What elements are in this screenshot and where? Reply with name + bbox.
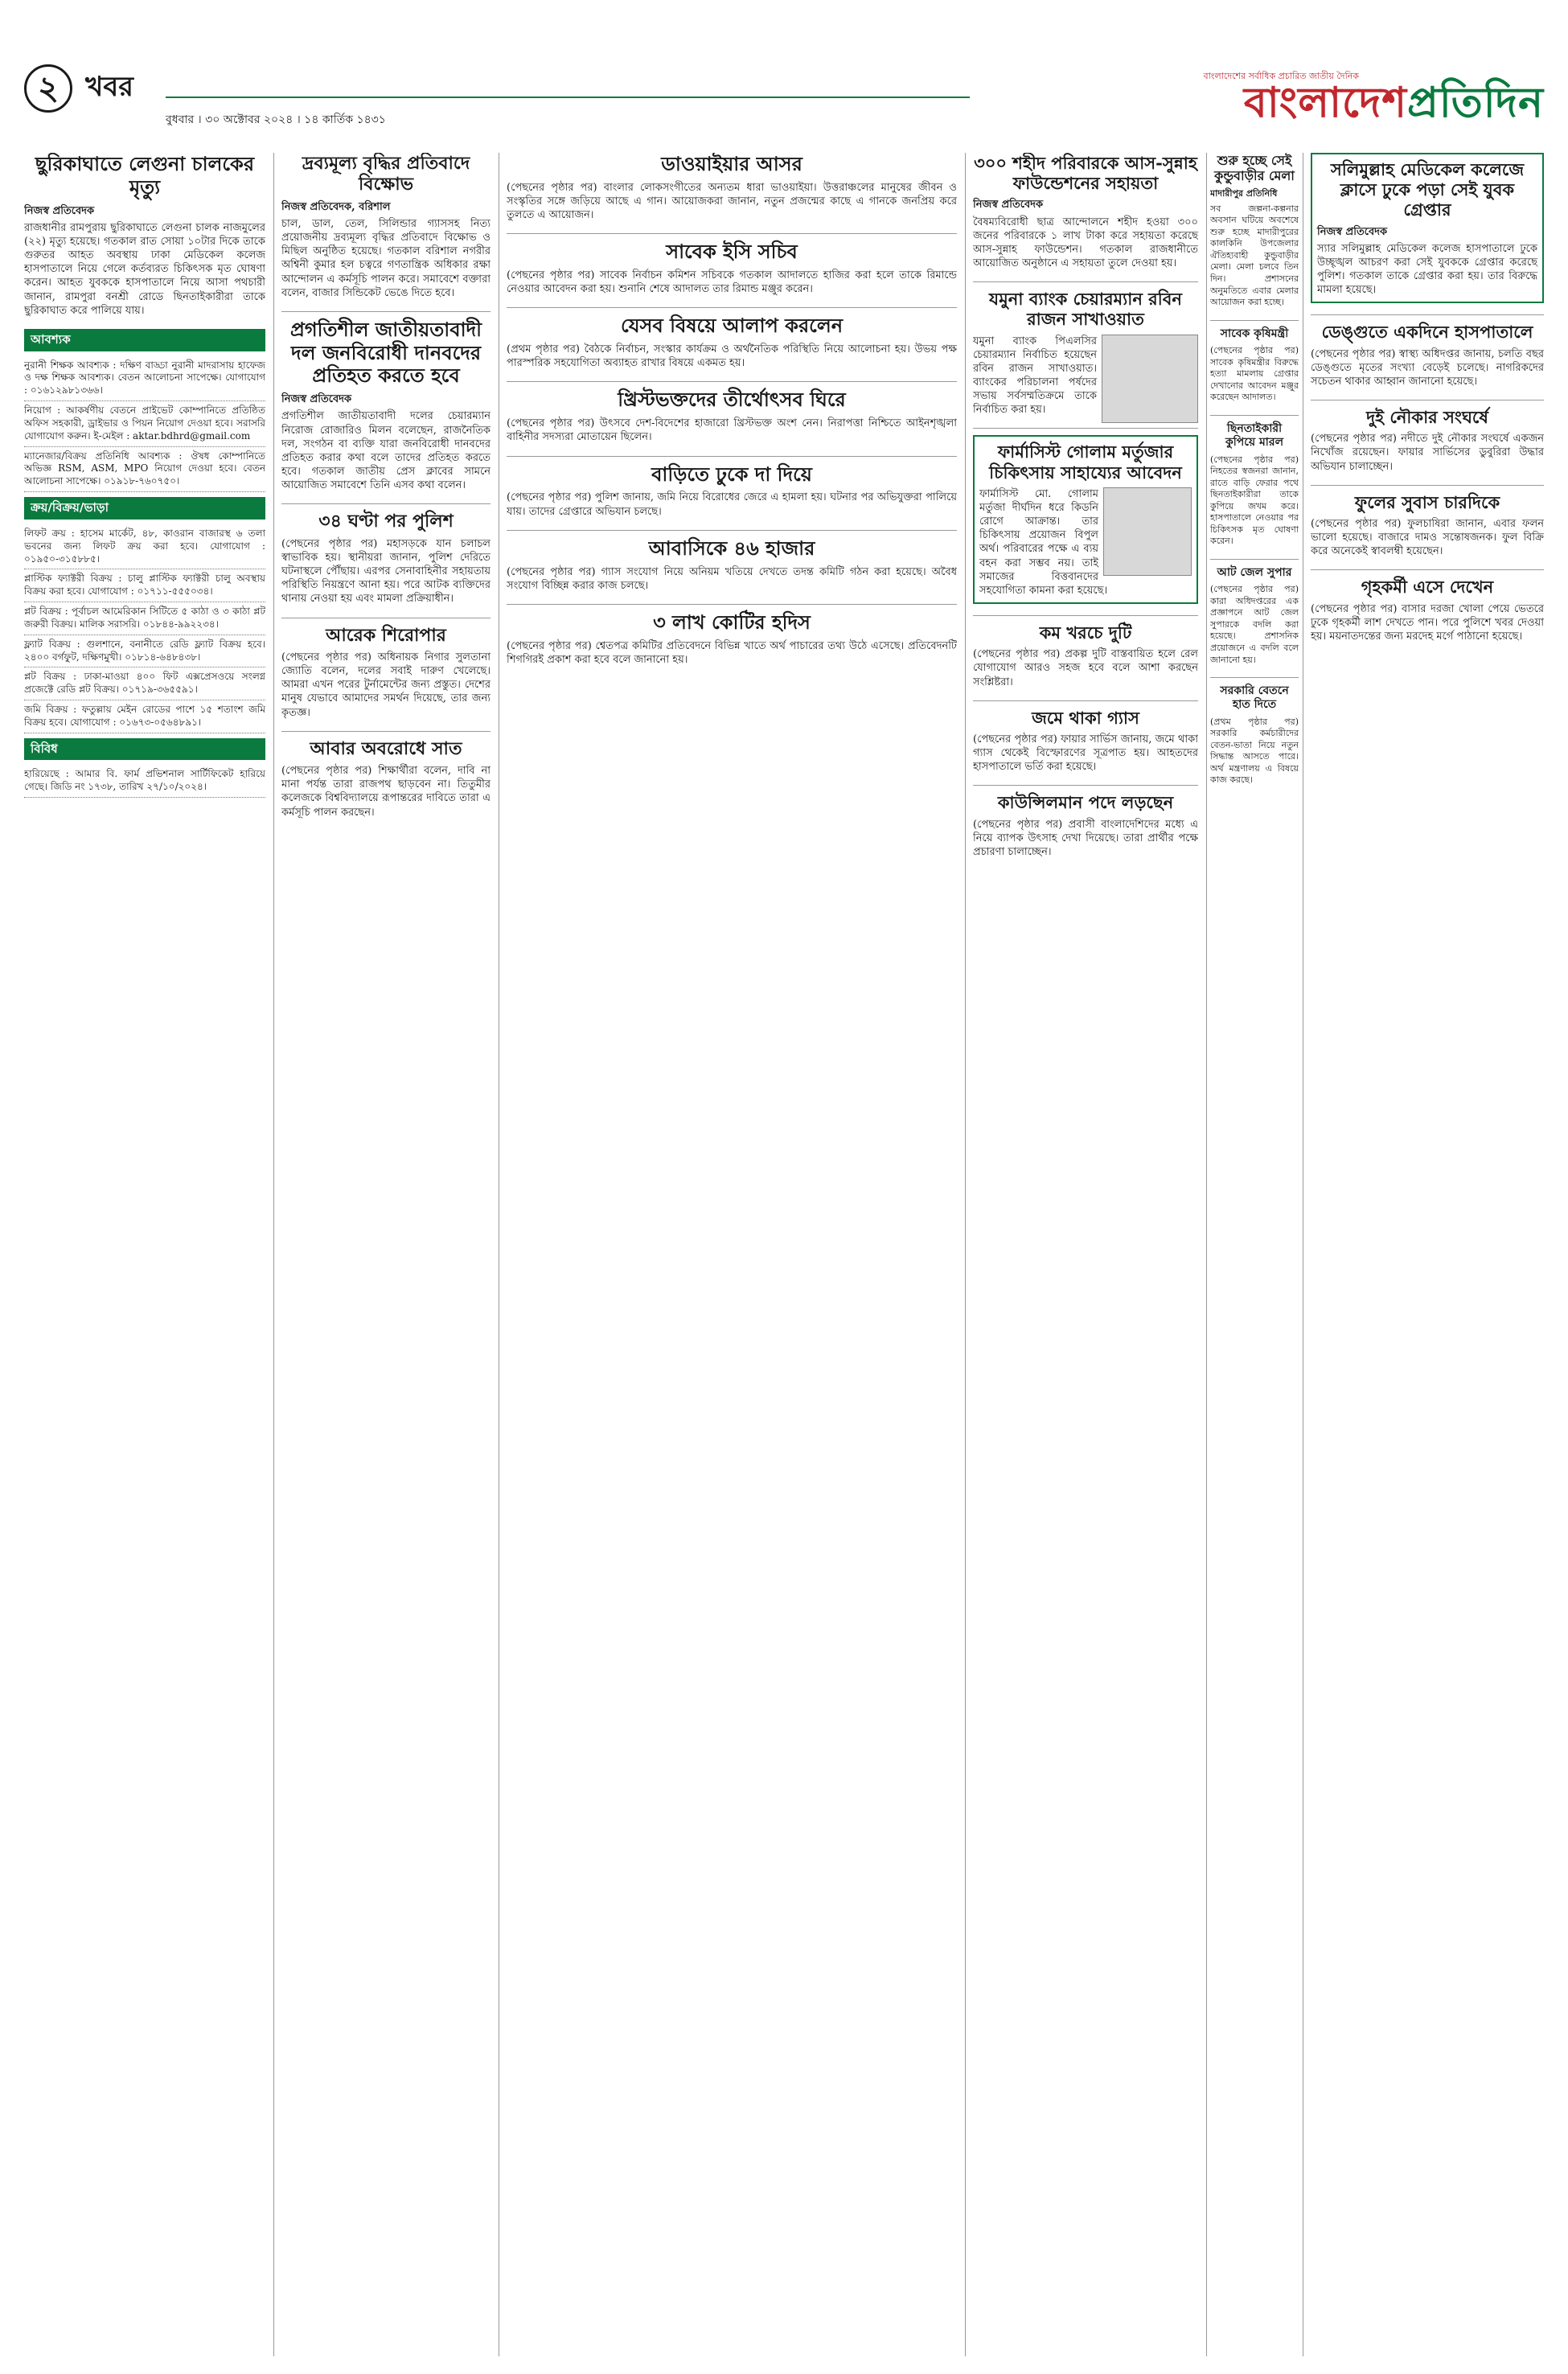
article-divider [507,307,957,308]
article-body: (পেছনের পৃষ্ঠার পর) বাংলার লোকসংগীতের অন্যতম ধারা ভাওয়াইয়া। উত্তরাঞ্চলের মানুষের জীবন ও সংস্কৃতির সঙ্গে জড়িয়ে আছে এ গান। আয়োজকরা জানান, নতুন প্রজন্মের কাছে এ গানকে জনপ্রিয় করে তুলতে এ আয়োজন। [507,181,957,222]
header-rule [166,97,970,98]
article-jail-super [1210,566,1299,666]
classified-ad: নুরানী শিক্ষক আবশ্যক : দক্ষিণ বাড্ডা নুরানী মাদরাসায় হাফেজ ও দক্ষ শিক্ষক আবশ্যক। বেতন আলোচনা সাপেক্ষে। যোগাযোগ : ০১৬১২৯৮১৩৬৬। [24,356,265,401]
article-body: (পেছনের পৃষ্ঠার পর) কারা অধিদপ্তরের এক প্রজ্ঞাপনে আট জেল সুপারকে বদলি করা হয়েছে। প্রশাসনিক প্রয়োজনে এ বদলি বলে জানানো হয়। [1210,584,1299,665]
column-divider [1206,153,1207,2356]
article-divider [507,604,957,605]
article-3-lakh-crore [507,611,957,667]
headline: ফুলের সুবাস চারদিকে [1354,491,1500,512]
headline: শুরু হচ্ছে সেই কুন্ডুবাড়ীর মেলা [1214,153,1295,184]
article-snatcher [1210,422,1299,548]
headline: দুই নৌকার সংঘর্ষে [1366,407,1488,427]
article-body: রাজধানীর রামপুরায় ছুরিকাঘাতে লেগুনা চালক নাজমুলের (২২) মৃত্যু হয়েছে। গতকাল রাত সোয়া ১০টার দিকে তাকে গুরুতর আহত অবস্থায় ঢাকা মেডিকেল কলেজ হাসপাতালে নিয়ে গেলে কর্তব্যরত চিকিৎসক মৃত ঘোষণা করেন। আহত যুবককে হাসপাতালে নিয়ে আসা পথচারী জানান, রামপুরা বনশ্রী রোডে ছিনতাইকারীরা তাকে ছুরিকাঘাত করে পালিয়ে যায়। [24,221,265,317]
article-jamuna-bank [973,289,1198,417]
byline: নিজস্ব প্রতিবেদক [1317,225,1388,238]
article-body: (পেছনের পৃষ্ঠার পর) স্বাস্থ্য অধিদপ্তর জানায়, চলতি বছর ডেঙ্গুতে মৃতের সংখ্যা বেড়েই চলেছে। নাগরিকদের সচেতন থাকার আহ্বান জানানো হয়েছে। [1311,347,1544,388]
classifieds-heading: ক্রয়/বিক্রয়/ভাড়া [24,497,265,520]
headline: সাবেক ইসি সচিব [666,240,798,264]
article-divider [281,503,491,504]
article-body: (পেছনের পৃষ্ঠার পর) পুলিশ জানায়, জমি নিয়ে বিরোধের জেরে এ হামলা হয়। ঘটনার পর অভিযুক্তরা পালিয়ে যায়। তাদের গ্রেপ্তারে অভিযান চলছে। [507,491,957,518]
article-divider [1311,569,1544,570]
headline: আবাসিকে ৪৬ হাজার [648,536,815,560]
article-body: (পেছনের পৃষ্ঠার পর) ফায়ার সার্ভিস জানায়, জমে থাকা গ্যাস থেকেই বিস্ফোরণের সূত্রপাত হয়। আহতদের হাসপাতালে ভর্তি করা হয়েছে। [973,733,1198,774]
headline: খ্রিস্টভক্তদের তীর্থোৎসব ঘিরে [618,388,846,412]
byline: মাদারীপুর প্রতিনিধি [1210,188,1278,199]
article-divider [973,428,1198,429]
article-divider [1210,415,1299,416]
article-pharmacist-appeal [973,435,1198,604]
article-body: (পেছনের পৃষ্ঠার পর) নিহতের স্বজনরা জানান, রাতে বাড়ি ফেরার পথে ছিনতাইকারীরা তাকে কুপিয়ে জখম করে। হাসপাতালে নেওয়ার পর চিকিৎসক মৃত ঘোষণা করেন। [1210,454,1299,547]
masthead-part2: প্রতিদিন [1407,78,1544,127]
article-residential-46k [507,537,957,593]
headline: ছিনতাইকারী কুপিয়ে মারল [1225,421,1283,449]
headline: ডেঙ্গুতে একদিনে হাসপাতালে [1321,322,1533,343]
article-gas [973,708,1198,774]
article-divider [973,615,1198,616]
article-divider [281,311,491,312]
classified-ad: প্লট বিক্রয় : পূর্বাচল আমেরিকান সিটিতে ৫ কাঠা ও ৩ কাঠা প্লট জরুরী বিক্রয়। মালিক সরাসরি। ০১৮৪৪-৯৯২২৩৪। [24,602,265,635]
article-body: (পেছনের পৃষ্ঠার পর) মহাসড়কে যান চলাচল স্বাভাবিক হয়। স্থানীয়রা জানান, পুলিশ দেরিতে ঘটনাস্থলে পৌঁছায়। এরপর সেনাবাহিনীর সহায়তায় পরিস্থিতি নিয়ন্ত্রণে আনা হয়। পরে আটক ব্যক্তিদের থানায় নেওয়া হয় এবং মামলা প্রক্রিয়াধীন। [281,537,491,606]
article-divider [507,233,957,234]
article-body: ফার্মাসিস্ট মো. গোলাম মর্তুজা দীর্ঘদিন ধরে কিডনি রোগে আক্রান্ত। তার চিকিৎসায় প্রয়োজন বিপুল অর্থ। পরিবারের পক্ষে এ ব্যয় বহন করা সম্ভব নয়। তাই সমাজের বিত্তবানদের সহযোগিতা কামনা করা হয়েছে। [979,487,1108,597]
article-body: প্রগতিশীল জাতীয়তাবাদী দলের চেয়ারম্যান নিরোজ রোজারিও মিলন বলেছেন, রাজনৈতিক দল, সংগঠন বা ব্যক্তি যারা জনবিরোধী দানবদের প্রতিহত করার কথা বলে তাদের প্রতিহত করতে হবে। গতকাল জাতীয় প্রেস ক্লাবের সামনে আয়োজিত সমাবেশে তিনি এসব কথা বলেন। [281,410,491,492]
article-body: স্যার সলিমুল্লাহ মেডিকেল কলেজ হাসপাতালে ঢুকে উচ্ছৃঙ্খল আচরণ করা সেই যুবককে গ্রেপ্তার করেছে পুলিশ। গতকাল তাকে গ্রেপ্তার করা হয়। তার বিরুদ্ধে মামলা হয়েছে। [1317,242,1537,297]
article-divider [973,700,1198,701]
classified-ad: ফ্ল্যাট বিক্রয় : গুলশানে, বনানীতে রেডি ফ্ল্যাট বিক্রয় হবে। ২৪০০ বর্গফুট, দক্ষিণমুখী। ০১৮১৪-৬৪৮৪৩৮। [24,635,265,668]
article-discussion [507,314,957,370]
article-another-title [281,625,491,720]
article-ex-agri-minister [1210,327,1299,404]
article-ec-secretary [507,240,957,296]
article-divider [281,731,491,732]
article-divider [507,456,957,457]
column-divider [965,153,966,2356]
article-housemaid [1311,577,1544,643]
headline: দ্রব্যমূল্য বৃদ্ধির প্রতিবাদে বিক্ষোভ [302,153,470,195]
article-divider [507,530,957,531]
masthead-part1: বাংলাদেশ [1243,78,1408,127]
article-blockade [281,738,491,819]
article-councilman [973,792,1198,859]
article-body: (পেছনের পৃষ্ঠার পর) সাবেক কৃষিমন্ত্রীর বিরুদ্ধে হত্যা মামলায় গ্রেপ্তার দেখানোর আবেদন মঞ্জুর করেছেন আদালত। [1210,345,1299,403]
headline: সাবেক কৃষিমন্ত্রী [1220,327,1289,340]
headline: ছুরিকাঘাতে লেগুনা চালকের মৃত্যু [35,153,255,199]
article-lagoon-driver [24,153,265,318]
masthead-tagline: বাংলাদেশের সর্বাধিক প্রচারিত জাতীয় দৈনিক [1203,71,1359,81]
article-christian-festival [507,388,957,444]
article-body: (প্রথম পৃষ্ঠার পর) সরকারি কর্মচারীদের বেতন-ভাতা নিয়ে নতুন সিদ্ধান্ত আসতে পারে। অর্থ মন্ত্রণালয় এ বিষয়ে কাজ করছে। [1210,716,1299,786]
column-3 [507,153,957,2356]
column-6 [1311,153,1544,2356]
article-body: (পেছনের পৃষ্ঠার পর) উৎসবে দেশ-বিদেশের হাজারো খ্রিস্টভক্ত অংশ নেন। নিরাপত্তা নিশ্চিতে আইনশৃঙ্খলা বাহিনীর সদস্যরা মোতায়েন ছিলেন। [507,417,957,444]
article-bhawaiya [507,153,957,222]
byline: নিজস্ব প্রতিবেদক, বরিশাল [281,200,391,213]
portrait-photo [1103,487,1192,576]
column-4 [973,153,1198,2356]
article-body: (পেছনের পৃষ্ঠার পর) শ্বেতপত্র কমিটির প্রতিবেদনে বিভিন্ন খাতে অর্থ পাচারের তথ্য উঠে এসেছে। প্রতিবেদনটি শিগগিরই প্রকাশ করা হবে বলে জানানো হয়। [507,639,957,666]
article-boat-collision [1311,407,1544,474]
headline: জমে থাকা গ্যাস [1032,707,1139,728]
column-5-kundubari [1210,153,1299,2356]
headline: যেসব বিষয়ে আলাপ করলেন [620,314,844,338]
classified-ad: নিয়োগ : আকর্ষণীয় বেতনে প্রাইভেট কোম্পানিতে প্রতিষ্ঠিত অফিস সহকারী, ড্রাইভার ও পিয়ন নিয়োগ দেওয়া হবে। সরাসরি যোগাযোগ করুন। ই-মেইল : aktar.bdhrd@gmail.com [24,401,265,446]
article-body: (পেছনের পৃষ্ঠার পর) শিক্ষার্থীরা বলেন, দাবি না মানা পর্যন্ত তারা রাজপথ ছাড়বেন না। তিতুমীর কলেজকে বিশ্ববিদ্যালয়ে রূপান্তরের দাবিতে তারা এ কর্মসূচি পালন করছেন। [281,765,491,819]
classified-ad: হারিয়েছে : আমার বি. ফার্ম প্রভিশনাল সার্টিফিকেট হারিয়ে গেছে। জিডি নং ১৭৩৮, তারিখ ২৭/১০/২০২৪। [24,765,265,798]
classified-ad: লিফট ক্রয় : হাসেম মার্কেট, ৪৮, কাওরান বাজারস্থ ৬ তলা ভবনের জন্য লিফট ক্রয় করা হবে। যোগাযোগ : ০১৯৫০-৩১৫৮৮৫। [24,524,265,569]
headline: ৩ লাখ কোটির হদিস [653,610,811,634]
article-body: বৈষম্যবিরোধী ছাত্র আন্দোলনে শহীদ হওয়া ৩০০ জনের পরিবারকে ১ লাখ টাকা করে সহায়তা করেছে আস-সুন্নাহ ফাউন্ডেশন। গতকাল রাজধানীতে আয়োজিত অনুষ্ঠানে এ সহায়তা তুলে দেওয়া হয়। [973,216,1198,269]
article-as-sunnah [973,153,1198,270]
dateline: বুধবার । ৩০ অক্টোবর ২০২৪ । ১৪ কার্তিক ১৪৩১ [166,113,386,126]
headline: ৩৪ ঘণ্টা পর পুলিশ [318,511,454,532]
headline: ডাওয়াইয়ার আসর [661,153,802,175]
headline: গৃহকর্মী এসে দেখেন [1361,577,1494,598]
page-number: ২ [24,64,72,113]
article-low-cost [973,622,1198,689]
article-flower-fragrance [1311,492,1544,559]
article-machete-attack [507,463,957,519]
headline: প্রগতিশীল জাতীয়তাবাদী দল জনবিরোধী দানবদের প্রতিহত করতে হবে [289,317,482,388]
headline: আট জেল সুপার [1217,565,1292,579]
article-divider [1311,485,1544,486]
masthead-logo [1244,76,1544,131]
article-price-protest [281,153,491,300]
article-body: (পেছনের পৃষ্ঠার পর) নদীতে দুই নৌকার সংঘর্ষে একজন নিখোঁজ রয়েছেন। ফায়ার সার্ভিসের ডুবুরিরা উদ্ধার অভিযান চালাচ্ছেন। [1311,433,1544,473]
classifieds-heading: বিবিধ [24,738,265,761]
article-dengue [1311,322,1544,388]
headline: সলিমুল্লাহ মেডিকেল কলেজে ক্লাসে ঢুকে পড়া সেই যুবক গ্রেপ্তার [1330,159,1525,220]
article-body: (প্রথম পৃষ্ঠার পর) বৈঠকে নির্বাচন, সংস্কার কার্যক্রম ও অর্থনৈতিক পরিস্থিতি নিয়ে আলোচনা হয়। উভয় পক্ষ পারস্পরিক সহযোগিতা অব্যাহত রাখার বিষয়ে একমত হয়। [507,343,957,370]
byline: নিজস্ব প্রতিবেদক [973,199,1044,212]
headline: আরেক শিরোপার [326,624,446,646]
section-title: খবর [85,71,133,103]
article-govt-salary [1210,684,1299,787]
article-divider [973,785,1198,786]
classified-ad: প্লাস্টিক ফ্যাক্টরী বিক্রয় : চালু প্লাস্টিক ফ্যাক্টরী চালু অবস্থায় বিক্রয় করা হবে। যোগাযোগ : ০১৭১১-৫৫৫০৩৪। [24,569,265,602]
article-divider [973,281,1198,282]
headline: সরকারি বেতনে হাত দিতে [1220,684,1289,711]
article-body: (পেছনের পৃষ্ঠার পর) প্রকল্প দুটি বাস্তবায়িত হলে রেল যোগাযোগ আরও সহজ হবে বলে আশা করছেন সংশ্লিষ্টরা। [973,648,1198,688]
article-body: চাল, ডাল, তেল, সিলিন্ডার গ্যাসসহ নিত্য প্রয়োজনীয় দ্রব্যমূল্য বৃদ্ধির প্রতিবাদে বিক্ষোভ ও মিছিল অনুষ্ঠিত হয়েছে। গতকাল বরিশাল নগরীর অশ্বিনী কুমার হল চত্বরে গণতান্ত্রিক অধিকার রক্ষা আন্দোলন এ কর্মসূচি পালন করে। সমাবেশে বক্তারা বলেন, বাজার সিন্ডিকেট ভেঙে দিতে হবে। [281,217,491,299]
article-body: যমুনা ব্যাংক পিএলসির চেয়ারম্যান নির্বাচিত হয়েছেন রবিন রাজন সাখাওয়াত। ব্যাংকের পরিচালনা পর্ষদের সভায় সর্বসম্মতিক্রমে তাকে নির্বাচিত করা হয়। [973,335,1097,417]
headline: যমুনা ব্যাংক চেয়ারম্যান রবিন রাজন সাখাওয়াত [989,289,1182,330]
portrait-photo [1102,335,1198,423]
article-body: (পেছনের পৃষ্ঠার পর) প্রবাসী বাংলাদেশিদের মধ্যে এ নিয়ে ব্যাপক উৎসাহ দেখা দিয়েছে। তারা প্রার্থীর পক্ষে প্রচারণা চালাচ্ছেন। [973,818,1198,858]
page-header [24,64,1544,145]
byline: নিজস্ব প্রতিবেদক [281,393,352,406]
column-1 [24,153,265,2356]
article-kundubari-fair [1210,153,1299,309]
article-body: (পেছনের পৃষ্ঠার পর) বাসার দরজা খোলা পেয়ে ভেতরে ঢুকে গৃহকর্মী লাশ দেখতে পান। পরে পুলিশে খবর দেওয়া হয়। ময়নাতদন্তের জন্য মরদেহ মর্গে পাঠানো হয়েছে। [1311,602,1544,643]
classified-ad: ম্যানেজার/বিক্রয় প্রতিনিধি আবশ্যক : ঔষধ কোম্পানিতে অভিজ্ঞ RSM, ASM, MPO নিয়োগ দেওয়া হবে। বেতন আলোচনা সাপেক্ষে। ০১৯১৮-৭৬০৭৫০। [24,447,265,492]
article-body: (পেছনের পৃষ্ঠার পর) সাবেক নির্বাচন কমিশন সচিবকে গতকাল আদালতে হাজির করা হলে তাকে রিমান্ডে নেওয়ার আবেদন করা হয়। শুনানি শেষে আদালত তার রিমান্ড মঞ্জুর করেন। [507,269,957,296]
headline: ফার্মাসিস্ট গোলাম মর্তুজার চিকিৎসায় সাহায্যের আবেদন [989,442,1182,483]
article-divider [507,381,957,382]
article-divider [1210,320,1299,321]
headline: বাড়িতে ঢুকে দা দিয়ে [651,462,812,486]
classified-ad: জমি বিক্রয় : ফতুল্লায় মেইন রোডের পাশে ১৫ শতাংশ জমি বিক্রয় হবে। যোগাযোগ : ০১৬৭৩-০৫৬৪৮৯১। [24,700,265,733]
article-salimullah [1311,153,1544,303]
headline: ৩০০ শহীদ পরিবারকে আস-সুন্নাহ ফাউন্ডেশনের সহায়তা [974,153,1197,194]
article-body: (পেছনের পৃষ্ঠার পর) অধিনায়ক নিগার সুলতানা জ্যোতি বলেন, দলের সবাই দারুণ খেলেছে। আমরা এখন পরের টুর্নামেন্টের জন্য প্রস্তুত। দেশের মানুষ যেভাবে আমাদের সমর্থন দিয়েছে, তার জন্য কৃতজ্ঞ। [281,651,491,719]
article-divider [1210,559,1299,560]
byline: নিজস্ব প্রতিবেদক [24,204,95,217]
column-divider [273,153,274,2356]
article-body: সব জল্পনা-কল্পনার অবসান ঘটিয়ে অবশেষে শুরু হচ্ছে মাদারীপুরের কালকিনি উপজেলার ঐতিহ্যবাহী কুন্ডুবাড়ীর মেলা। মেলা চলবে তিন দিন। প্রশাসনের অনুমতিতে এবার মেলার আয়োজন করা হচ্ছে। [1210,203,1299,308]
article-progressive-party [281,318,491,492]
article-34-hours [281,511,491,606]
headline: আবার অবরোধে সাত [310,737,462,759]
article-body: (পেছনের পৃষ্ঠার পর) ফুলচাষিরা জানান, এবার ফলন ভালো হয়েছে। বাজারে দামও সন্তোষজনক। ফুল বিক্রি করে অনেকেই স্বাবলম্বী হয়েছেন। [1311,517,1544,558]
headline: কম খরচে দুটি [1039,622,1132,643]
classifieds-heading: আবশ্যক [24,329,265,351]
article-divider [1311,314,1544,315]
article-divider [1210,677,1299,678]
classified-ad: প্লট বিক্রয় : ঢাকা-মাওয়া ৪০০ ফিট এক্সপ্রেসওয়ে সংলগ্ন প্রজেক্টে রেডি প্লট বিক্রয়। ০১৭১৯-৩৬৫৫৯১। [24,667,265,700]
column-2 [281,153,491,2356]
article-body: (পেছনের পৃষ্ঠার পর) গ্যাস সংযোগ নিয়ে অনিয়ম খতিয়ে দেখতে তদন্ত কমিটি গঠন করা হয়েছে। অবৈধ সংযোগ বিচ্ছিন্ন করার কাজ চলছে। [507,565,957,592]
headline: কাউন্সিলমান পদে লড়ছেন [997,792,1174,813]
